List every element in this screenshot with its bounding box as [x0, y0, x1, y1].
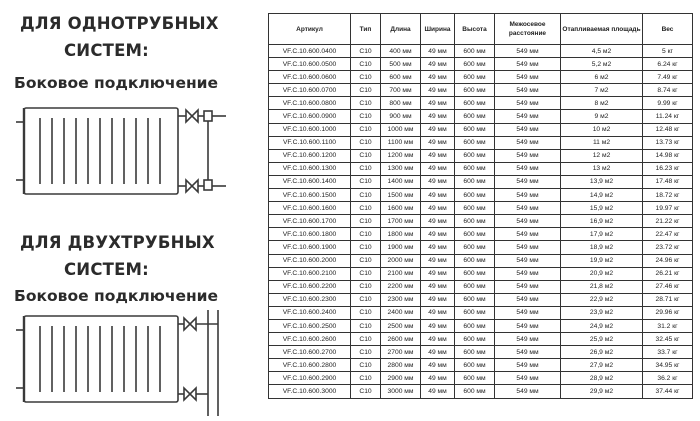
- header-article: Артикул: [269, 14, 351, 45]
- table-row: [269, 136, 693, 149]
- cell-height: 600 мм: [455, 45, 495, 58]
- cell-type: C10: [351, 136, 381, 149]
- cell-height: 600 мм: [455, 84, 495, 97]
- cell-heated-area: 14,9 м2: [561, 189, 643, 202]
- header-height: Высота: [455, 14, 495, 45]
- cell-height: 600 мм: [455, 280, 495, 293]
- cell-height: 600 мм: [455, 319, 495, 332]
- cell-article: VF.C.10.600.2300: [269, 293, 351, 306]
- cell-weight: 9.99 кг: [643, 97, 693, 110]
- cell-heated-area: 6 м2: [561, 71, 643, 84]
- two-pipe-radiator-diagram: [12, 308, 242, 418]
- cell-length: 2400 мм: [381, 306, 421, 319]
- cell-length: 1000 мм: [381, 123, 421, 136]
- cell-heated-area: 27,9 м2: [561, 359, 643, 372]
- cell-center-distance: 549 мм: [495, 267, 561, 280]
- cell-heated-area: 20,9 м2: [561, 267, 643, 280]
- cell-width: 49 мм: [421, 254, 455, 267]
- cell-center-distance: 549 мм: [495, 45, 561, 58]
- cell-weight: 11.24 кг: [643, 110, 693, 123]
- cell-length: 1700 мм: [381, 215, 421, 228]
- cell-length: 1500 мм: [381, 189, 421, 202]
- table-row: [269, 71, 693, 84]
- cell-weight: 13.73 кг: [643, 136, 693, 149]
- table-row: [269, 162, 693, 175]
- cell-heated-area: 17,9 м2: [561, 228, 643, 241]
- cell-center-distance: 549 мм: [495, 97, 561, 110]
- cell-type: C10: [351, 228, 381, 241]
- cell-article: VF.C.10.600.2500: [269, 319, 351, 332]
- cell-article: VF.C.10.600.1800: [269, 228, 351, 241]
- table-row: [269, 84, 693, 97]
- cell-length: 600 мм: [381, 71, 421, 84]
- cell-center-distance: 549 мм: [495, 71, 561, 84]
- cell-article: VF.C.10.600.1400: [269, 175, 351, 188]
- cell-heated-area: 4,5 м2: [561, 45, 643, 58]
- single-pipe-heading-line2: СИСТЕМ:: [64, 41, 149, 60]
- cell-article: VF.C.10.600.0500: [269, 58, 351, 71]
- cell-width: 49 мм: [421, 71, 455, 84]
- cell-article: VF.C.10.600.0400: [269, 45, 351, 58]
- cell-length: 2000 мм: [381, 254, 421, 267]
- cell-article: VF.C.10.600.1300: [269, 162, 351, 175]
- cell-article: VF.C.10.600.1700: [269, 215, 351, 228]
- table-row: [269, 228, 693, 241]
- cell-article: VF.C.10.600.2400: [269, 306, 351, 319]
- cell-height: 600 мм: [455, 267, 495, 280]
- cell-type: C10: [351, 372, 381, 385]
- cell-width: 49 мм: [421, 58, 455, 71]
- table-row: [269, 385, 693, 398]
- cell-center-distance: 549 мм: [495, 149, 561, 162]
- cell-length: 900 мм: [381, 110, 421, 123]
- cell-weight: 5 кг: [643, 45, 693, 58]
- cell-article: VF.C.10.600.2800: [269, 359, 351, 372]
- header-heated-area: Отапливаемая площадь: [561, 14, 643, 45]
- cell-center-distance: 549 мм: [495, 319, 561, 332]
- cell-heated-area: 13 м2: [561, 162, 643, 175]
- cell-heated-area: 19,9 м2: [561, 254, 643, 267]
- cell-height: 600 мм: [455, 58, 495, 71]
- cell-article: VF.C.10.600.0900: [269, 110, 351, 123]
- cell-height: 600 мм: [455, 228, 495, 241]
- cell-length: 2300 мм: [381, 293, 421, 306]
- cell-center-distance: 549 мм: [495, 241, 561, 254]
- cell-weight: 31.2 кг: [643, 319, 693, 332]
- two-pipe-connection-label: Боковое подключение: [14, 287, 219, 305]
- table-row: [269, 149, 693, 162]
- cell-height: 600 мм: [455, 136, 495, 149]
- single-pipe-radiator-diagram: [12, 100, 242, 210]
- cell-heated-area: 23,9 м2: [561, 306, 643, 319]
- two-pipe-heading-line2: СИСТЕМ:: [64, 260, 149, 279]
- table-row: [269, 97, 693, 110]
- cell-width: 49 мм: [421, 110, 455, 123]
- cell-height: 600 мм: [455, 254, 495, 267]
- cell-heated-area: 16,9 м2: [561, 215, 643, 228]
- table-row: [269, 241, 693, 254]
- cell-weight: 32.45 кг: [643, 333, 693, 346]
- cell-height: 600 мм: [455, 215, 495, 228]
- table-body: [269, 45, 693, 399]
- cell-length: 2500 мм: [381, 319, 421, 332]
- table-row: [269, 333, 693, 346]
- cell-article: VF.C.10.600.1000: [269, 123, 351, 136]
- cell-height: 600 мм: [455, 385, 495, 398]
- cell-type: C10: [351, 71, 381, 84]
- cell-heated-area: 15,9 м2: [561, 202, 643, 215]
- cell-height: 600 мм: [455, 162, 495, 175]
- cell-heated-area: 11 м2: [561, 136, 643, 149]
- cell-length: 2200 мм: [381, 280, 421, 293]
- cell-heated-area: 29,9 м2: [561, 385, 643, 398]
- table-row: [269, 319, 693, 332]
- cell-height: 600 мм: [455, 333, 495, 346]
- cell-type: C10: [351, 84, 381, 97]
- cell-length: 2600 мм: [381, 333, 421, 346]
- cell-type: C10: [351, 267, 381, 280]
- radiator-fins: [40, 118, 160, 184]
- cell-center-distance: 549 мм: [495, 175, 561, 188]
- cell-length: 2900 мм: [381, 372, 421, 385]
- cell-center-distance: 549 мм: [495, 293, 561, 306]
- cell-weight: 34.95 кг: [643, 359, 693, 372]
- cell-height: 600 мм: [455, 293, 495, 306]
- cell-weight: 16.23 кг: [643, 162, 693, 175]
- cell-center-distance: 549 мм: [495, 372, 561, 385]
- radiator-body: [24, 316, 178, 402]
- cell-height: 600 мм: [455, 149, 495, 162]
- cell-heated-area: 26,9 м2: [561, 346, 643, 359]
- cell-weight: 14.98 кг: [643, 149, 693, 162]
- radiator-body: [24, 108, 178, 194]
- cell-width: 49 мм: [421, 306, 455, 319]
- cell-heated-area: 25,9 м2: [561, 333, 643, 346]
- cell-center-distance: 549 мм: [495, 189, 561, 202]
- cell-heated-area: 18,9 м2: [561, 241, 643, 254]
- cell-type: C10: [351, 97, 381, 110]
- cell-width: 49 мм: [421, 149, 455, 162]
- cell-width: 49 мм: [421, 267, 455, 280]
- table-row: [269, 372, 693, 385]
- cell-width: 49 мм: [421, 241, 455, 254]
- cell-height: 600 мм: [455, 372, 495, 385]
- cell-center-distance: 549 мм: [495, 215, 561, 228]
- cell-type: C10: [351, 202, 381, 215]
- cell-article: VF.C.10.600.2700: [269, 346, 351, 359]
- cell-heated-area: 22,9 м2: [561, 293, 643, 306]
- cell-width: 49 мм: [421, 45, 455, 58]
- cell-type: C10: [351, 280, 381, 293]
- cell-width: 49 мм: [421, 372, 455, 385]
- cell-article: VF.C.10.600.2600: [269, 333, 351, 346]
- table-row: [269, 215, 693, 228]
- cell-length: 800 мм: [381, 97, 421, 110]
- cell-width: 49 мм: [421, 175, 455, 188]
- cell-weight: 19.97 кг: [643, 202, 693, 215]
- cell-center-distance: 549 мм: [495, 333, 561, 346]
- cell-type: C10: [351, 346, 381, 359]
- cell-center-distance: 549 мм: [495, 84, 561, 97]
- cell-length: 700 мм: [381, 84, 421, 97]
- cell-length: 3000 мм: [381, 385, 421, 398]
- cell-heated-area: 7 м2: [561, 84, 643, 97]
- cell-center-distance: 549 мм: [495, 254, 561, 267]
- table-row: [269, 189, 693, 202]
- cell-type: C10: [351, 385, 381, 398]
- cell-center-distance: 549 мм: [495, 123, 561, 136]
- cell-heated-area: 13,9 м2: [561, 175, 643, 188]
- cell-heated-area: 12 м2: [561, 149, 643, 162]
- header-weight: Вес: [643, 14, 693, 45]
- cell-height: 600 мм: [455, 359, 495, 372]
- cell-heated-area: 28,9 м2: [561, 372, 643, 385]
- cell-width: 49 мм: [421, 136, 455, 149]
- cell-length: 2800 мм: [381, 359, 421, 372]
- cell-type: C10: [351, 189, 381, 202]
- single-pipe-valves: [178, 110, 226, 192]
- table-row: [269, 280, 693, 293]
- cell-type: C10: [351, 110, 381, 123]
- cell-width: 49 мм: [421, 280, 455, 293]
- cell-type: C10: [351, 175, 381, 188]
- cell-width: 49 мм: [421, 293, 455, 306]
- table-row: [269, 123, 693, 136]
- cell-weight: 37.44 кг: [643, 385, 693, 398]
- cell-type: C10: [351, 359, 381, 372]
- cell-length: 1200 мм: [381, 149, 421, 162]
- cell-type: C10: [351, 45, 381, 58]
- cell-length: 1800 мм: [381, 228, 421, 241]
- table-row: [269, 346, 693, 359]
- cell-center-distance: 549 мм: [495, 346, 561, 359]
- table-row: [269, 175, 693, 188]
- cell-weight: 29.96 кг: [643, 306, 693, 319]
- single-pipe-heading-line1: ДЛЯ ОДНОТРУБНЫХ: [20, 14, 219, 33]
- two-pipe-valves: [178, 310, 218, 416]
- header-length: Длина: [381, 14, 421, 45]
- cell-type: C10: [351, 306, 381, 319]
- cell-center-distance: 549 мм: [495, 228, 561, 241]
- cell-heated-area: 10 м2: [561, 123, 643, 136]
- cell-heated-area: 21,8 м2: [561, 280, 643, 293]
- cell-article: VF.C.10.600.0700: [269, 84, 351, 97]
- cell-width: 49 мм: [421, 359, 455, 372]
- cell-type: C10: [351, 149, 381, 162]
- cell-weight: 7.49 кг: [643, 71, 693, 84]
- cell-width: 49 мм: [421, 228, 455, 241]
- cell-length: 2100 мм: [381, 267, 421, 280]
- cell-type: C10: [351, 58, 381, 71]
- cell-width: 49 мм: [421, 189, 455, 202]
- cell-length: 1400 мм: [381, 175, 421, 188]
- table-row: [269, 110, 693, 123]
- cell-weight: 28.71 кг: [643, 293, 693, 306]
- table-row: [269, 58, 693, 71]
- cell-height: 600 мм: [455, 123, 495, 136]
- cell-weight: 22.47 кг: [643, 228, 693, 241]
- cell-heated-area: 5,2 м2: [561, 58, 643, 71]
- table-row: [269, 306, 693, 319]
- cell-article: VF.C.10.600.2000: [269, 254, 351, 267]
- header-center-distance: Межосевое расстояние: [495, 14, 561, 45]
- cell-weight: 6.24 кг: [643, 58, 693, 71]
- cell-length: 1300 мм: [381, 162, 421, 175]
- cell-type: C10: [351, 293, 381, 306]
- table-row: [269, 293, 693, 306]
- cell-weight: 27.46 кг: [643, 280, 693, 293]
- cell-height: 600 мм: [455, 306, 495, 319]
- cell-article: VF.C.10.600.0800: [269, 97, 351, 110]
- cell-length: 1600 мм: [381, 202, 421, 215]
- cell-weight: 17.48 кг: [643, 175, 693, 188]
- cell-length: 1100 мм: [381, 136, 421, 149]
- cell-width: 49 мм: [421, 385, 455, 398]
- cell-article: VF.C.10.600.1100: [269, 136, 351, 149]
- cell-length: 2700 мм: [381, 346, 421, 359]
- two-pipe-heading-line1: ДЛЯ ДВУХТРУБНЫХ: [20, 233, 215, 252]
- cell-article: VF.C.10.600.2900: [269, 372, 351, 385]
- cell-article: VF.C.10.600.1500: [269, 189, 351, 202]
- cell-width: 49 мм: [421, 215, 455, 228]
- cell-type: C10: [351, 162, 381, 175]
- cell-width: 49 мм: [421, 346, 455, 359]
- cell-height: 600 мм: [455, 175, 495, 188]
- cell-width: 49 мм: [421, 123, 455, 136]
- table-row: [269, 254, 693, 267]
- cell-center-distance: 549 мм: [495, 110, 561, 123]
- cell-center-distance: 549 мм: [495, 58, 561, 71]
- cell-width: 49 мм: [421, 84, 455, 97]
- cell-width: 49 мм: [421, 97, 455, 110]
- cell-length: 400 мм: [381, 45, 421, 58]
- table-row: [269, 45, 693, 58]
- cell-weight: 18.72 кг: [643, 189, 693, 202]
- cell-article: VF.C.10.600.0600: [269, 71, 351, 84]
- header-width: Ширина: [421, 14, 455, 45]
- cell-weight: 33.7 кг: [643, 346, 693, 359]
- cell-height: 600 мм: [455, 97, 495, 110]
- cell-article: VF.C.10.600.1600: [269, 202, 351, 215]
- cell-type: C10: [351, 123, 381, 136]
- cell-center-distance: 549 мм: [495, 202, 561, 215]
- table-row: [269, 359, 693, 372]
- cell-article: VF.C.10.600.2200: [269, 280, 351, 293]
- table-header-row: [269, 14, 693, 45]
- cell-heated-area: 24,9 м2: [561, 319, 643, 332]
- header-type: Тип: [351, 14, 381, 45]
- table-row: [269, 267, 693, 280]
- table-row: [269, 202, 693, 215]
- cell-height: 600 мм: [455, 71, 495, 84]
- cell-width: 49 мм: [421, 333, 455, 346]
- cell-weight: 23.72 кг: [643, 241, 693, 254]
- cell-article: VF.C.10.600.2100: [269, 267, 351, 280]
- cell-height: 600 мм: [455, 202, 495, 215]
- cell-type: C10: [351, 254, 381, 267]
- cell-center-distance: 549 мм: [495, 385, 561, 398]
- cell-type: C10: [351, 241, 381, 254]
- cell-length: 1900 мм: [381, 241, 421, 254]
- cell-weight: 21.22 кг: [643, 215, 693, 228]
- cell-center-distance: 549 мм: [495, 162, 561, 175]
- cell-center-distance: 549 мм: [495, 136, 561, 149]
- cell-type: C10: [351, 215, 381, 228]
- cell-width: 49 мм: [421, 202, 455, 215]
- cell-type: C10: [351, 333, 381, 346]
- cell-width: 49 мм: [421, 162, 455, 175]
- cell-height: 600 мм: [455, 189, 495, 202]
- specifications-table: [268, 13, 693, 399]
- cell-type: C10: [351, 319, 381, 332]
- cell-center-distance: 549 мм: [495, 280, 561, 293]
- radiator-fins: [40, 326, 160, 392]
- cell-height: 600 мм: [455, 346, 495, 359]
- cell-length: 500 мм: [381, 58, 421, 71]
- single-pipe-connection-label: Боковое подключение: [14, 74, 219, 92]
- cell-heated-area: 8 м2: [561, 97, 643, 110]
- cell-article: VF.C.10.600.1200: [269, 149, 351, 162]
- cell-article: VF.C.10.600.3000: [269, 385, 351, 398]
- cell-weight: 26.21 кг: [643, 267, 693, 280]
- cell-width: 49 мм: [421, 319, 455, 332]
- cell-center-distance: 549 мм: [495, 306, 561, 319]
- cell-weight: 12.48 кг: [643, 123, 693, 136]
- cell-weight: 36.2 кг: [643, 372, 693, 385]
- cell-weight: 8.74 кг: [643, 84, 693, 97]
- cell-height: 600 мм: [455, 110, 495, 123]
- cell-height: 600 мм: [455, 241, 495, 254]
- cell-article: VF.C.10.600.1900: [269, 241, 351, 254]
- cell-center-distance: 549 мм: [495, 359, 561, 372]
- cell-weight: 24.96 кг: [643, 254, 693, 267]
- cell-heated-area: 9 м2: [561, 110, 643, 123]
